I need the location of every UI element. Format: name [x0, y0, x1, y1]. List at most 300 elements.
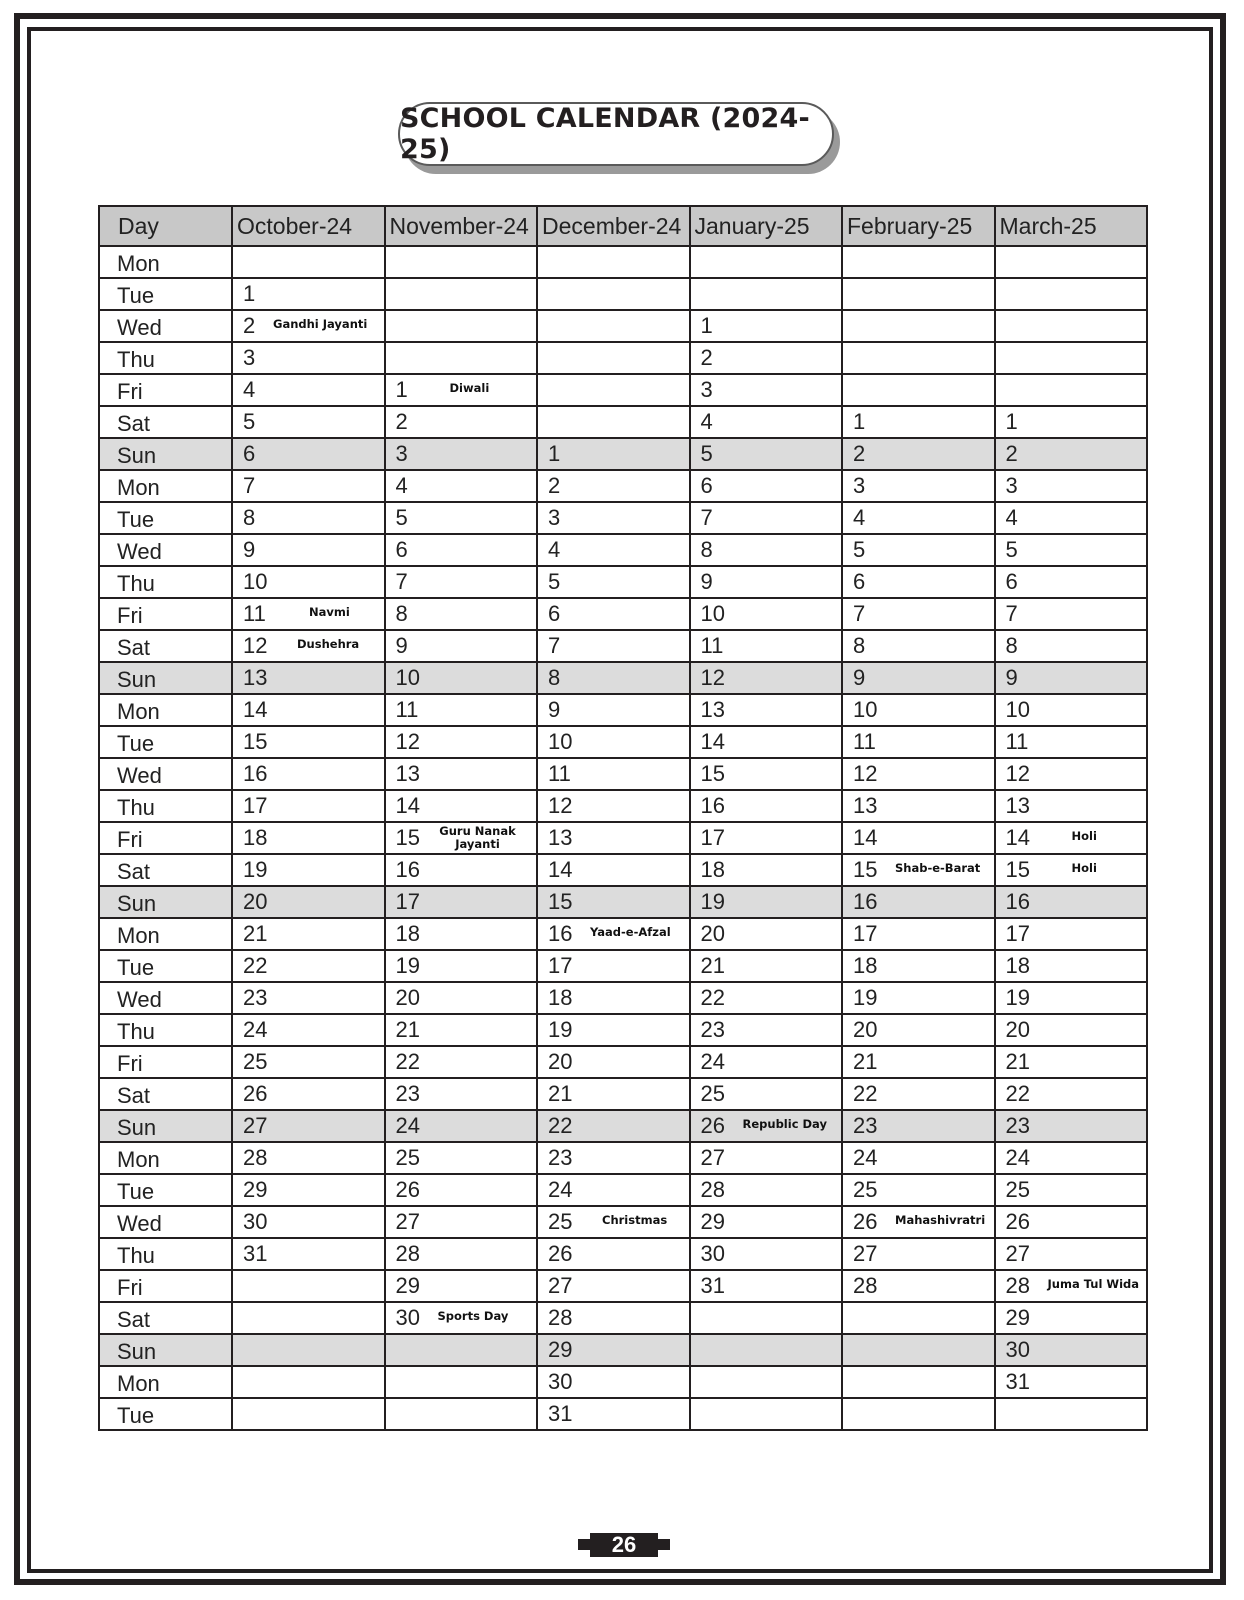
day-label: Sat	[99, 406, 232, 438]
date-cell	[232, 1302, 385, 1334]
event-label: Guru Nanak Jayanti	[439, 824, 516, 851]
date-cell	[385, 502, 538, 534]
date-cell	[232, 1014, 385, 1046]
date-cell	[995, 950, 1148, 982]
date-number: 23	[700, 1017, 725, 1042]
date-cell	[385, 246, 538, 278]
date-number: 2	[700, 345, 713, 370]
date-number: 5	[243, 409, 256, 434]
date-number: 14	[700, 729, 725, 754]
calendar-table	[98, 205, 1148, 1431]
table-row	[99, 1206, 1147, 1238]
date-cell	[995, 374, 1148, 406]
date-number: 13	[700, 697, 725, 722]
date-number: 21	[853, 1049, 878, 1074]
date-number: 28	[853, 1273, 878, 1298]
date-number: 11	[395, 697, 419, 722]
date-number: 15	[700, 761, 725, 786]
date-number: 17	[700, 825, 725, 850]
date-cell	[385, 342, 538, 374]
day-label: Sun	[99, 662, 232, 694]
date-number: 3	[243, 345, 256, 370]
date-number: 31	[700, 1273, 725, 1298]
date-cell	[842, 1174, 995, 1206]
table-row	[99, 502, 1147, 534]
date-number: 28	[548, 1305, 573, 1330]
date-cell	[995, 1302, 1148, 1334]
date-number: 11	[700, 633, 724, 658]
date-number: 23	[243, 985, 268, 1010]
date-cell	[995, 1398, 1148, 1430]
date-number: 26	[700, 1113, 725, 1138]
date-number: 3	[853, 473, 866, 498]
date-cell	[995, 630, 1148, 662]
day-label: Tue	[99, 950, 232, 982]
date-cell	[690, 1238, 843, 1270]
date-cell	[690, 310, 843, 342]
date-cell	[537, 566, 690, 598]
date-cell	[995, 1366, 1148, 1398]
day-label: Thu	[99, 566, 232, 598]
day-label: Wed	[99, 310, 232, 342]
table-row	[99, 534, 1147, 566]
date-cell	[995, 310, 1148, 342]
date-number: 30	[548, 1369, 573, 1394]
date-number: 23	[1005, 1113, 1030, 1138]
date-cell	[690, 758, 843, 790]
table-row	[99, 1078, 1147, 1110]
date-number: 13	[243, 665, 268, 690]
date-number: 3	[1005, 473, 1018, 498]
date-number: 4	[548, 537, 561, 562]
date-cell	[232, 758, 385, 790]
event-label: Republic Day	[742, 1117, 827, 1132]
date-cell	[690, 1270, 843, 1302]
date-cell	[537, 1142, 690, 1174]
date-number: 20	[853, 1017, 878, 1042]
date-cell	[385, 982, 538, 1014]
date-number: 30	[395, 1305, 420, 1330]
date-cell	[690, 502, 843, 534]
date-number: 26	[395, 1177, 420, 1202]
date-cell	[690, 438, 843, 470]
date-number: 6	[700, 473, 713, 498]
date-number: 6	[548, 601, 561, 626]
date-cell	[232, 1078, 385, 1110]
date-cell	[690, 630, 843, 662]
date-number: 14	[853, 825, 878, 850]
date-cell	[385, 1142, 538, 1174]
date-number: 8	[700, 537, 713, 562]
date-cell	[232, 790, 385, 822]
date-cell	[537, 1302, 690, 1334]
date-number: 19	[395, 953, 420, 978]
table-row	[99, 246, 1147, 278]
date-number: 18	[243, 825, 268, 850]
date-number: 13	[853, 793, 878, 818]
date-cell	[385, 822, 538, 854]
event-label: Holi	[1071, 829, 1097, 844]
date-number: 20	[243, 889, 268, 914]
date-number: 11	[853, 729, 876, 754]
event-label: Shab-e-Barat	[895, 861, 981, 876]
date-cell	[232, 1174, 385, 1206]
date-number: 2	[395, 409, 408, 434]
day-label: Sun	[99, 1334, 232, 1366]
date-number: 25	[395, 1145, 420, 1170]
date-cell	[842, 1206, 995, 1238]
day-label: Sat	[99, 1078, 232, 1110]
date-number: 28	[395, 1241, 420, 1266]
date-cell	[537, 1206, 690, 1238]
date-number: 13	[395, 761, 420, 786]
date-number: 18	[1005, 953, 1030, 978]
date-cell	[995, 918, 1148, 950]
day-label: Sat	[99, 630, 232, 662]
date-number: 15	[548, 889, 573, 914]
date-cell	[842, 1078, 995, 1110]
date-number: 16	[700, 793, 725, 818]
date-number: 26	[853, 1209, 878, 1234]
date-cell	[995, 1206, 1148, 1238]
event-label: Mahashivratri	[895, 1213, 986, 1228]
table-row	[99, 982, 1147, 1014]
date-cell	[232, 598, 385, 630]
date-cell	[690, 1110, 843, 1142]
date-cell	[842, 566, 995, 598]
date-cell	[537, 1238, 690, 1270]
day-label: Mon	[99, 1366, 232, 1398]
date-number: 23	[548, 1145, 573, 1170]
date-number: 14	[395, 793, 420, 818]
date-number: 4	[243, 377, 256, 402]
date-number: 8	[548, 665, 561, 690]
title-banner	[398, 102, 842, 174]
date-number: 25	[243, 1049, 268, 1074]
date-number: 17	[243, 793, 268, 818]
date-number: 2	[1005, 441, 1018, 466]
date-number: 29	[548, 1337, 573, 1362]
day-label: Tue	[99, 1398, 232, 1430]
date-cell	[537, 1174, 690, 1206]
date-cell	[690, 342, 843, 374]
date-cell	[842, 726, 995, 758]
date-cell	[232, 1110, 385, 1142]
date-cell	[537, 598, 690, 630]
date-cell	[232, 502, 385, 534]
date-cell	[842, 1302, 995, 1334]
date-number: 5	[395, 505, 408, 530]
date-cell	[232, 1046, 385, 1078]
column-header-month: February-25	[842, 206, 995, 246]
date-cell	[842, 246, 995, 278]
date-cell	[385, 278, 538, 310]
date-cell	[995, 470, 1148, 502]
header-row	[99, 206, 1147, 246]
page-title: SCHOOL CALENDAR (2024-25)	[398, 102, 834, 166]
column-header-day: Day	[99, 206, 232, 246]
date-number: 29	[1005, 1305, 1030, 1330]
date-number: 5	[853, 537, 866, 562]
date-cell	[690, 854, 843, 886]
date-cell	[232, 310, 385, 342]
date-cell	[690, 470, 843, 502]
date-number: 21	[243, 921, 268, 946]
date-number: 27	[395, 1209, 420, 1234]
table-row	[99, 950, 1147, 982]
date-cell	[537, 1110, 690, 1142]
day-label: Fri	[99, 822, 232, 854]
date-cell	[537, 694, 690, 726]
date-number: 30	[700, 1241, 725, 1266]
date-cell	[537, 246, 690, 278]
date-number: 7	[243, 473, 256, 498]
date-number: 4	[853, 505, 866, 530]
date-number: 23	[395, 1081, 420, 1106]
date-cell	[232, 1334, 385, 1366]
date-cell	[995, 1270, 1148, 1302]
date-number: 13	[1005, 793, 1030, 818]
date-cell	[690, 1302, 843, 1334]
table-row	[99, 662, 1147, 694]
date-number: 31	[548, 1401, 573, 1426]
date-cell	[537, 438, 690, 470]
date-cell	[995, 694, 1148, 726]
date-number: 15	[395, 825, 420, 850]
date-number: 2	[853, 441, 866, 466]
date-number: 30	[1005, 1337, 1030, 1362]
date-cell	[232, 822, 385, 854]
date-number: 6	[395, 537, 408, 562]
date-cell	[842, 886, 995, 918]
date-number: 18	[395, 921, 420, 946]
date-cell	[537, 342, 690, 374]
date-cell	[690, 1046, 843, 1078]
date-cell	[537, 918, 690, 950]
date-cell	[385, 470, 538, 502]
date-cell	[385, 1078, 538, 1110]
date-number: 3	[548, 505, 561, 530]
date-cell	[690, 886, 843, 918]
day-label: Sat	[99, 854, 232, 886]
date-cell	[842, 406, 995, 438]
date-cell	[842, 1366, 995, 1398]
date-cell	[690, 1398, 843, 1430]
date-cell	[537, 854, 690, 886]
date-number: 30	[243, 1209, 268, 1234]
event-label: Gandhi Jayanti	[273, 317, 368, 332]
table-row	[99, 1142, 1147, 1174]
date-number: 27	[853, 1241, 878, 1266]
date-cell	[385, 1302, 538, 1334]
date-cell	[995, 246, 1148, 278]
date-number: 28	[700, 1177, 725, 1202]
date-number: 9	[548, 697, 561, 722]
calendar-body	[99, 246, 1147, 1430]
table-row	[99, 918, 1147, 950]
date-cell	[842, 1270, 995, 1302]
date-number: 7	[395, 569, 408, 594]
table-row	[99, 310, 1147, 342]
date-cell	[232, 1398, 385, 1430]
date-cell	[232, 1366, 385, 1398]
date-cell	[232, 566, 385, 598]
date-cell	[690, 918, 843, 950]
date-cell	[995, 790, 1148, 822]
date-number: 14	[548, 857, 573, 882]
date-number: 29	[395, 1273, 420, 1298]
date-cell	[232, 246, 385, 278]
date-number: 19	[700, 889, 725, 914]
date-cell	[232, 342, 385, 374]
date-number: 27	[700, 1145, 725, 1170]
date-cell	[995, 1110, 1148, 1142]
date-cell	[537, 470, 690, 502]
date-cell	[385, 854, 538, 886]
table-row	[99, 278, 1147, 310]
table-row	[99, 726, 1147, 758]
date-cell	[842, 278, 995, 310]
date-cell	[690, 1014, 843, 1046]
date-number: 18	[548, 985, 573, 1010]
date-cell	[690, 694, 843, 726]
date-number: 10	[395, 665, 420, 690]
date-cell	[232, 1270, 385, 1302]
column-header-month: March-25	[995, 206, 1148, 246]
event-label: Sports Day	[437, 1309, 509, 1324]
date-cell	[537, 726, 690, 758]
date-number: 6	[853, 569, 866, 594]
date-cell	[385, 1270, 538, 1302]
date-number: 8	[853, 633, 866, 658]
date-cell	[995, 534, 1148, 566]
date-cell	[842, 1014, 995, 1046]
table-row	[99, 1302, 1147, 1334]
event-label: Yaad-e-Afzal	[590, 925, 671, 940]
date-cell	[537, 1366, 690, 1398]
date-cell	[842, 854, 995, 886]
date-cell	[537, 1398, 690, 1430]
date-number: 9	[853, 665, 866, 690]
date-cell	[537, 502, 690, 534]
day-label: Fri	[99, 598, 232, 630]
table-row	[99, 694, 1147, 726]
date-number: 18	[853, 953, 878, 978]
date-cell	[995, 1174, 1148, 1206]
table-row	[99, 598, 1147, 630]
date-number: 1	[853, 409, 866, 434]
date-number: 9	[700, 569, 713, 594]
date-cell	[842, 1142, 995, 1174]
date-number: 10	[853, 697, 878, 722]
date-cell	[537, 758, 690, 790]
date-cell	[995, 1334, 1148, 1366]
date-cell	[995, 438, 1148, 470]
date-cell	[232, 726, 385, 758]
date-cell	[232, 886, 385, 918]
date-cell	[690, 278, 843, 310]
date-cell	[842, 502, 995, 534]
date-number: 17	[548, 953, 573, 978]
table-row	[99, 1014, 1147, 1046]
date-cell	[537, 886, 690, 918]
date-number: 1	[395, 377, 408, 402]
date-cell	[385, 310, 538, 342]
date-cell	[842, 310, 995, 342]
date-cell	[690, 246, 843, 278]
date-number: 28	[1005, 1273, 1030, 1298]
date-number: 4	[1005, 505, 1018, 530]
day-label: Thu	[99, 1014, 232, 1046]
day-label: Wed	[99, 758, 232, 790]
table-row	[99, 1110, 1147, 1142]
date-number: 16	[395, 857, 420, 882]
date-cell	[842, 694, 995, 726]
date-cell	[537, 310, 690, 342]
date-cell	[690, 1174, 843, 1206]
table-row	[99, 1046, 1147, 1078]
date-cell	[690, 374, 843, 406]
date-cell	[385, 1334, 538, 1366]
day-label: Sun	[99, 886, 232, 918]
date-number: 24	[395, 1113, 420, 1138]
column-header-month: December-24	[537, 206, 690, 246]
date-cell	[690, 1334, 843, 1366]
date-number: 10	[1005, 697, 1030, 722]
date-number: 5	[1005, 537, 1018, 562]
day-label: Thu	[99, 790, 232, 822]
date-cell	[232, 374, 385, 406]
date-number: 18	[700, 857, 725, 882]
date-cell	[385, 1014, 538, 1046]
date-cell	[842, 790, 995, 822]
column-header-month: January-25	[690, 206, 843, 246]
date-cell	[690, 598, 843, 630]
day-label: Fri	[99, 1270, 232, 1302]
date-number: 19	[243, 857, 268, 882]
date-cell	[995, 822, 1148, 854]
day-label: Mon	[99, 1142, 232, 1174]
date-cell	[232, 1238, 385, 1270]
date-cell	[385, 1398, 538, 1430]
date-cell	[385, 566, 538, 598]
date-cell	[690, 1366, 843, 1398]
date-number: 17	[395, 889, 420, 914]
date-cell	[232, 950, 385, 982]
date-number: 10	[700, 601, 725, 626]
date-cell	[537, 534, 690, 566]
date-cell	[995, 662, 1148, 694]
date-number: 7	[1005, 601, 1018, 626]
date-cell	[385, 662, 538, 694]
date-cell	[842, 1110, 995, 1142]
date-cell	[842, 918, 995, 950]
date-number: 9	[395, 633, 408, 658]
date-cell	[995, 278, 1148, 310]
date-cell	[995, 1142, 1148, 1174]
date-number: 23	[853, 1113, 878, 1138]
date-number: 6	[243, 441, 256, 466]
date-number: 22	[853, 1081, 878, 1106]
date-cell	[232, 1142, 385, 1174]
table-row	[99, 470, 1147, 502]
event-label: Dushehra	[297, 637, 360, 652]
date-cell	[995, 1046, 1148, 1078]
date-number: 7	[853, 601, 866, 626]
column-header-month: November-24	[385, 206, 538, 246]
date-cell	[385, 1110, 538, 1142]
table-row	[99, 1174, 1147, 1206]
